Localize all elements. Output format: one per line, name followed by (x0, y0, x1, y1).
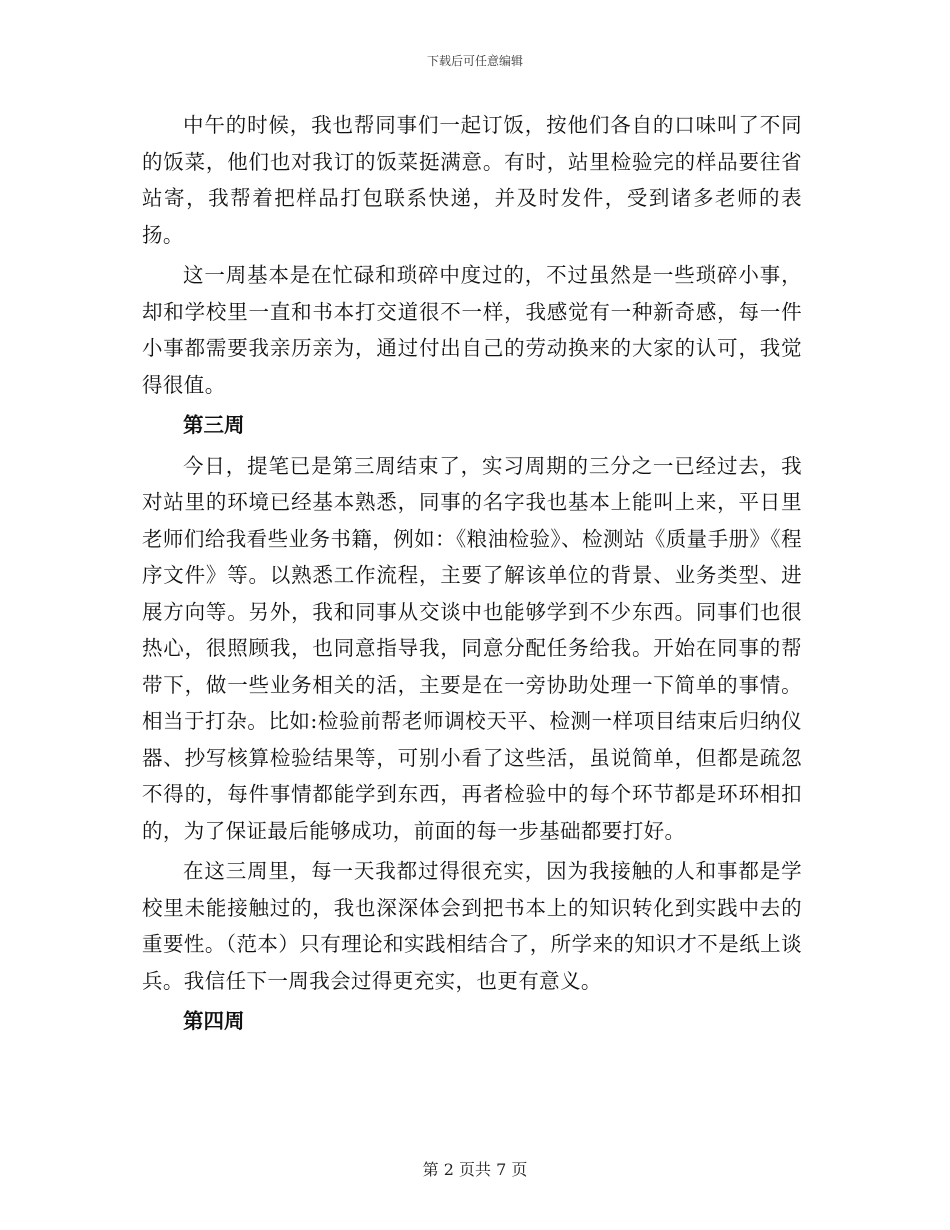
page-number-footer: 第 2 页共 7 页 (422, 1160, 528, 1179)
paragraph-week-three-work: 今日，提笔已是第三周结束了，实习周期的三分之一已经过去，我对站里的环境已经基本熟悉，同事的名字我也基本上能叫上来，平日里老师们给我看些业务书籍，例如：《粮油检验》、检测站《质量手册》《程序文件》等。以熟悉工作流程，主要了解该单位的背景、业务类型、进展方向等。另外，我和同事从交谈中也能够学到不少东西。同事们也很热心，很照顾我，也同意指导我，同意分配任务给我。开始在同事的帮带下，做一些业务相关的活，主要是在一旁协助处理一下简单的事情。相当于打杂。比如:检验前帮老师调校天平、检测一样项目结束后归纳仪器、抄写核算检验结果等，可别小看了这些活，虽说简单，但都是疏忽不得的，每件事情都能学到东西，再者检验中的每个环节都是环环相扣的，为了保证最后能够成功，前面的每一步基础都要打好。 (142, 453, 802, 843)
paragraph-week-summary: 这一周基本是在忙碌和琐碎中度过的，不过虽然是一些琐碎小事，却和学校里一直和书本打交道很不一样，我感觉有一种新奇感，每一件小事都需要我亲历亲为，通过付出自己的劳动换来的大家的认可，我觉得很值。 (142, 263, 802, 397)
paragraph-lunch-ordering: 中午的时候，我也帮同事们一起订饭，按他们各自的口味叫了不同的饭菜，他们也对我订的饭菜挺满意。有时，站里检验完的样品要往省站寄，我帮着把样品打包联系快递，并及时发件，受到诸多老师的表扬。 (142, 113, 802, 247)
heading-week-four: 第四周 (183, 1009, 245, 1033)
paragraph-three-weeks-reflection: 在这三周里，每一天我都过得很充实，因为我接触的人和事都是学校里未能接触过的，我也深深体会到把书本上的知识转化到实践中去的重要性。（范本）只有理论和实践相结合了，所学来的知识才不是纸上谈兵。我信任下一周我会过得更充实，也更有意义。 (142, 859, 802, 993)
heading-week-three: 第三周 (183, 413, 245, 437)
document-body (142, 107, 802, 1044)
page-header-note: 下载后可任意编辑 (426, 54, 523, 68)
